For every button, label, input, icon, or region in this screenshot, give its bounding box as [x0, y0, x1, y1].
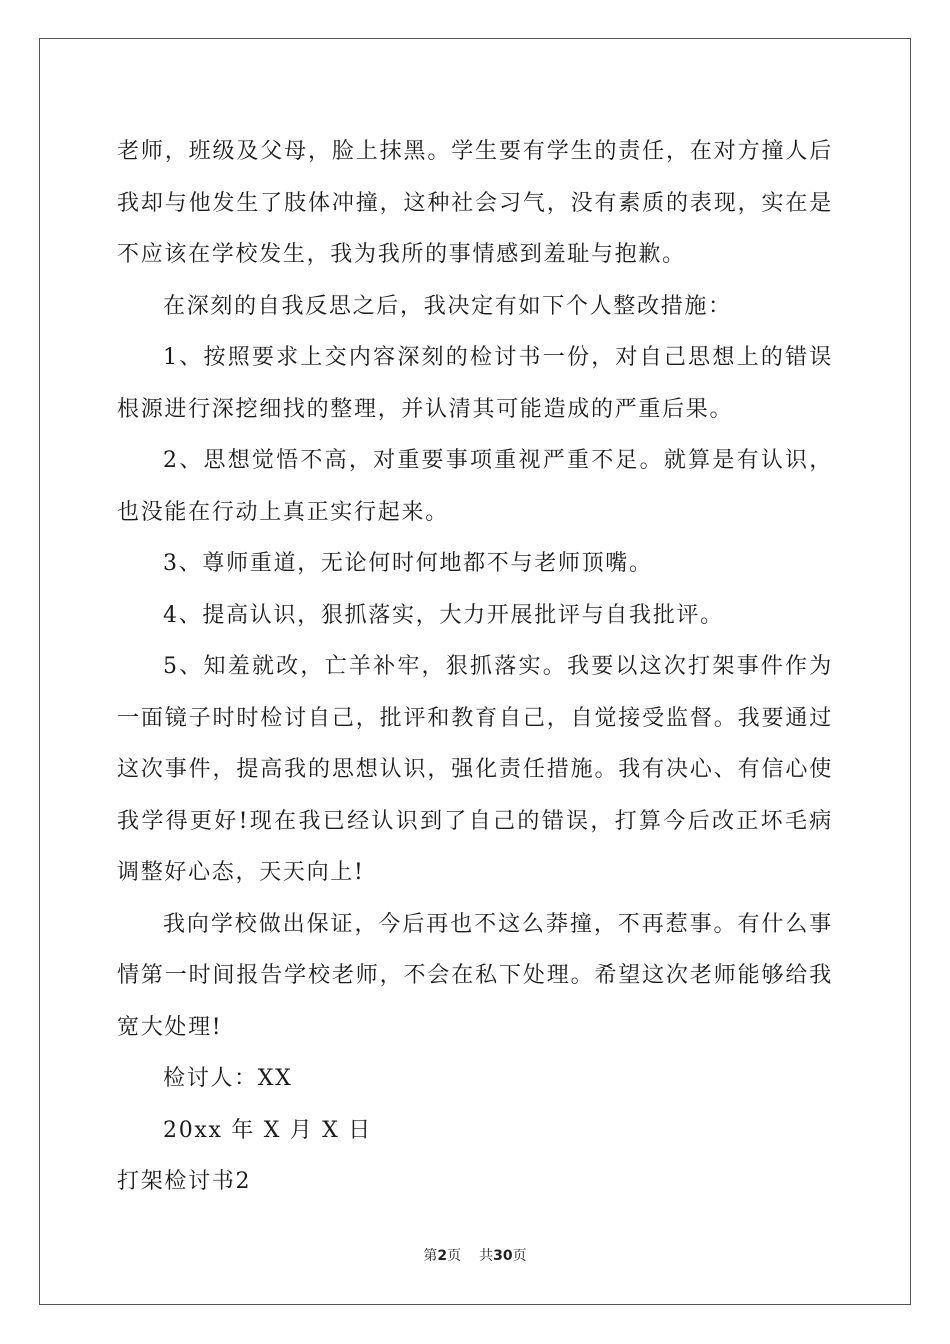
footer-total-number: 30: [493, 1248, 513, 1264]
page-footer: [0, 1245, 950, 1265]
footer-page-prefix: 第: [423, 1248, 438, 1264]
paragraph-measure-4: 4、提高认识，狠抓落实，大力开展批评与自我批评。: [163, 602, 724, 628]
paragraph-intro: 在深刻的自我反思之后，我决定有如下个人整改措施：: [163, 293, 732, 319]
signature-line: 检讨人：XX: [163, 1066, 293, 1091]
paragraph-measure-3: 3、尊师重道，无论何时何地都不与老师顶嘴。: [163, 551, 653, 576]
section-heading: 打架检讨书2: [117, 1169, 252, 1194]
date-line: 20xx 年 X 月 X 日: [163, 1117, 372, 1143]
paragraph-promise: 我向学校做出保证，今后再也不这么莽撞，不再惹事。有什么事情第一时间报告学校老师，不会在私下处理。希望这次老师能够给我宽大处理!: [117, 911, 833, 1040]
document-body: [117, 126, 833, 1208]
footer-total-prefix: 共: [479, 1248, 494, 1264]
footer-page-suffix: 页: [447, 1248, 462, 1264]
paragraph-measure-2: 2、思想觉悟不高，对重要事项重视严重不足。就算是有认识，也没能在行动上真正实行起来。: [117, 448, 833, 525]
footer-page-number: 2: [437, 1248, 448, 1264]
paragraph-continuation: 老师，班级及父母，脸上抹黑。学生要有学生的责任，在对方撞人后我却与他发生了肢体冲撞，这种社会习气，没有素质的表现，实在是不应该在学校发生，我为我所的事情感到羞耻与抱歉。: [117, 139, 833, 267]
paragraph-measure-1: 1、按照要求上交内容深刻的检讨书一份，对自己思想上的错误根源进行深挖细找的整理，并认清其可能造成的严重后果。: [117, 345, 833, 422]
footer-total-suffix: 页: [512, 1248, 527, 1264]
paragraph-measure-5: 5、知羞就改，亡羊补牢，狠抓落实。我要以这次打架事件作为一面镜子时时检讨自己，批评和教育自己，自觉接受监督。我要通过这次事件，提高我的思想认识，强化责任措施。我有决心、有信心使我学得更好!现在我已经认识到了自己的错误，打算今后改正坏毛病调整好心态，天天向上!: [117, 654, 833, 885]
